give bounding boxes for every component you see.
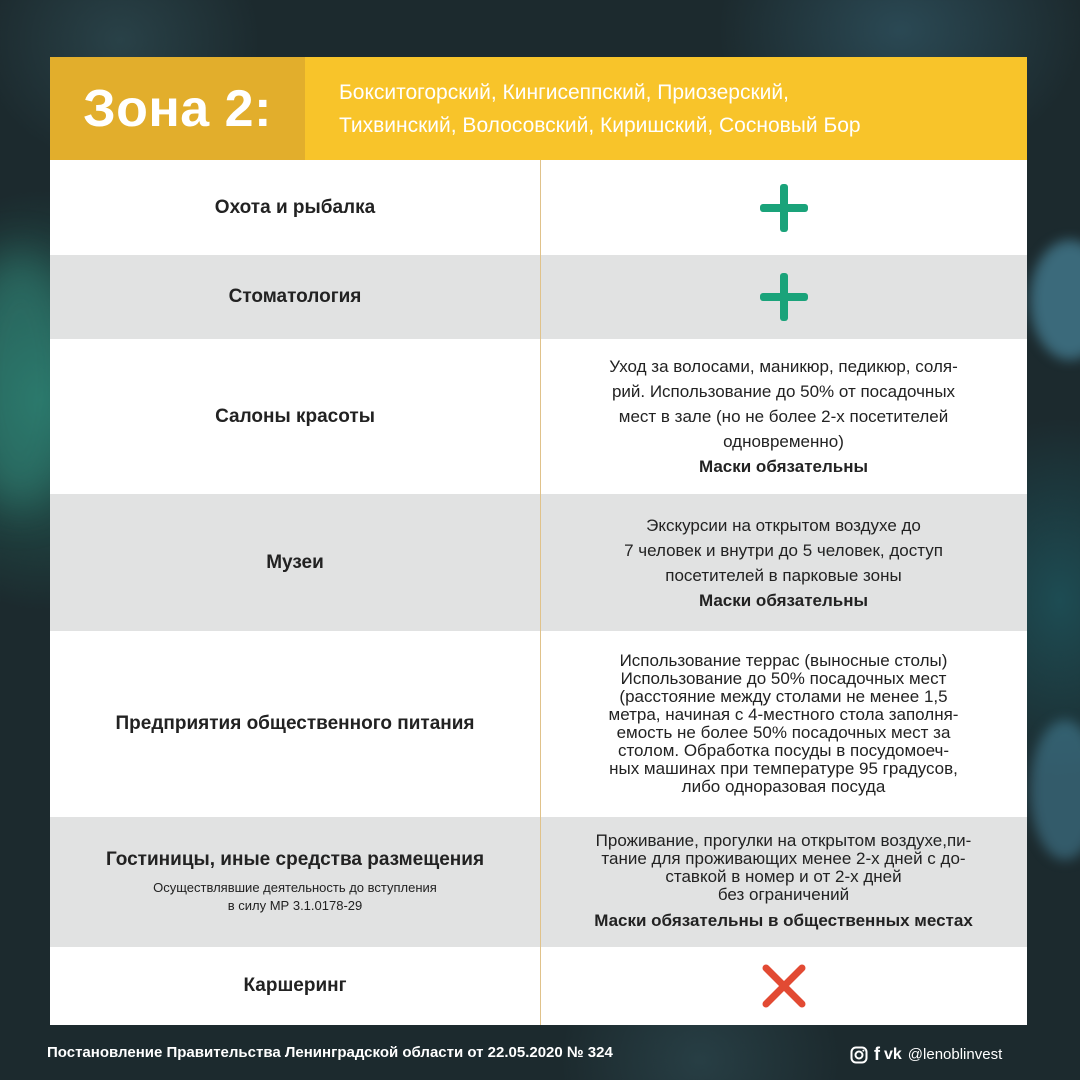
zone-table-card — [50, 57, 1027, 1025]
description-line: ставкой в номер и от 2-х дней — [665, 866, 902, 886]
description-line: тание для проживающих менее 2-х дней с до- — [601, 848, 966, 868]
masks-note: Маски обязательны — [698, 590, 869, 610]
table-row-dentistry — [50, 255, 1027, 339]
description-line: рий. Использование до 50% от посадочных — [611, 382, 956, 401]
description-line: Проживание, прогулки на открытом воздухе,пи- — [595, 830, 972, 850]
description-line: ных машинах при температуре 95 градусов, — [609, 759, 958, 778]
description-line: столом. Обработка посуды в посудомоеч- — [617, 741, 950, 760]
social-links — [850, 1044, 1002, 1065]
description-line: емость не более 50% посадочных мест за — [616, 723, 951, 742]
description-line: 7 человек и внутри до 5 человек, доступ — [624, 540, 943, 560]
row-label: Салоны красоты — [215, 405, 375, 427]
description-line: без ограничений — [717, 884, 850, 904]
row-description — [609, 652, 959, 796]
row-label: Музеи — [266, 551, 324, 573]
table-row-beauty-salons — [50, 339, 1027, 494]
description-line: Использование террас (выносные столы) — [619, 651, 948, 670]
zone-title-box — [50, 57, 305, 160]
row-label: Каршеринг — [243, 975, 347, 996]
row-label: Стоматология — [228, 286, 362, 307]
row-description — [596, 832, 972, 904]
background-virus-shape — [1030, 720, 1080, 860]
plus-icon — [758, 182, 810, 234]
zone-header — [50, 57, 1027, 160]
sublabel-line: в силу МР 3.1.0178-29 — [227, 898, 363, 913]
masks-note: Маски обязательны в общественных местах — [594, 910, 973, 930]
instagram-icon[interactable] — [850, 1046, 868, 1064]
districts-line: Тихвинский, Волосовский, Киришский, Сосновый Бор — [339, 113, 861, 137]
table-row-hunting — [50, 160, 1027, 255]
districts-line: Бокситогорский, Кингисеппский, Приозерский, — [339, 80, 789, 104]
description-line: Экскурсии на открытом воздухе до — [646, 515, 921, 535]
row-description — [624, 513, 943, 588]
description-line: (расстояние между столами не менее 1,5 — [619, 687, 948, 706]
social-handle[interactable]: @lenoblinvest — [907, 1046, 1003, 1063]
zone-title: Зона 2: — [83, 79, 272, 138]
description-line: либо одноразовая посуда — [681, 777, 886, 796]
column-divider — [540, 160, 541, 1025]
description-line: одновременно) — [723, 432, 844, 451]
background-virus-shape — [1030, 240, 1080, 360]
description-line: мест в зале (но не более 2-х посетителей — [618, 407, 949, 426]
description-line: Использование до 50% посадочных мест — [620, 669, 947, 688]
vk-icon[interactable]: vk — [884, 1045, 902, 1063]
row-label: Охота и рыбалка — [214, 196, 376, 218]
districts-box — [305, 57, 1027, 160]
table-row-carsharing — [50, 947, 1027, 1025]
plus-icon — [758, 271, 810, 323]
description-line: метра, начиная с 4-местного стола заполня- — [608, 705, 959, 724]
decree-caption: Постановление Правительства Ленинградской области от 22.05.2020 № 324 — [47, 1044, 613, 1061]
description-line: Уход за волосами, маникюр, педикюр, соля- — [609, 357, 958, 376]
districts-list — [339, 76, 861, 142]
row-description — [609, 354, 958, 454]
row-sublabel — [153, 879, 437, 915]
masks-note: Маски обязательны — [698, 457, 869, 476]
table-row-catering — [50, 631, 1027, 817]
description-line: посетителей в парковые зоны — [665, 565, 902, 585]
table-row-hotels — [50, 817, 1027, 947]
row-label: Предприятия общественного питания — [115, 713, 475, 734]
cross-icon — [761, 963, 807, 1009]
table-row-museums — [50, 494, 1027, 631]
row-label: Гостиницы, иные средства размещения — [105, 849, 485, 870]
sublabel-line: Осуществлявшие деятельность до вступления — [153, 880, 437, 895]
facebook-icon[interactable]: f — [874, 1044, 880, 1064]
